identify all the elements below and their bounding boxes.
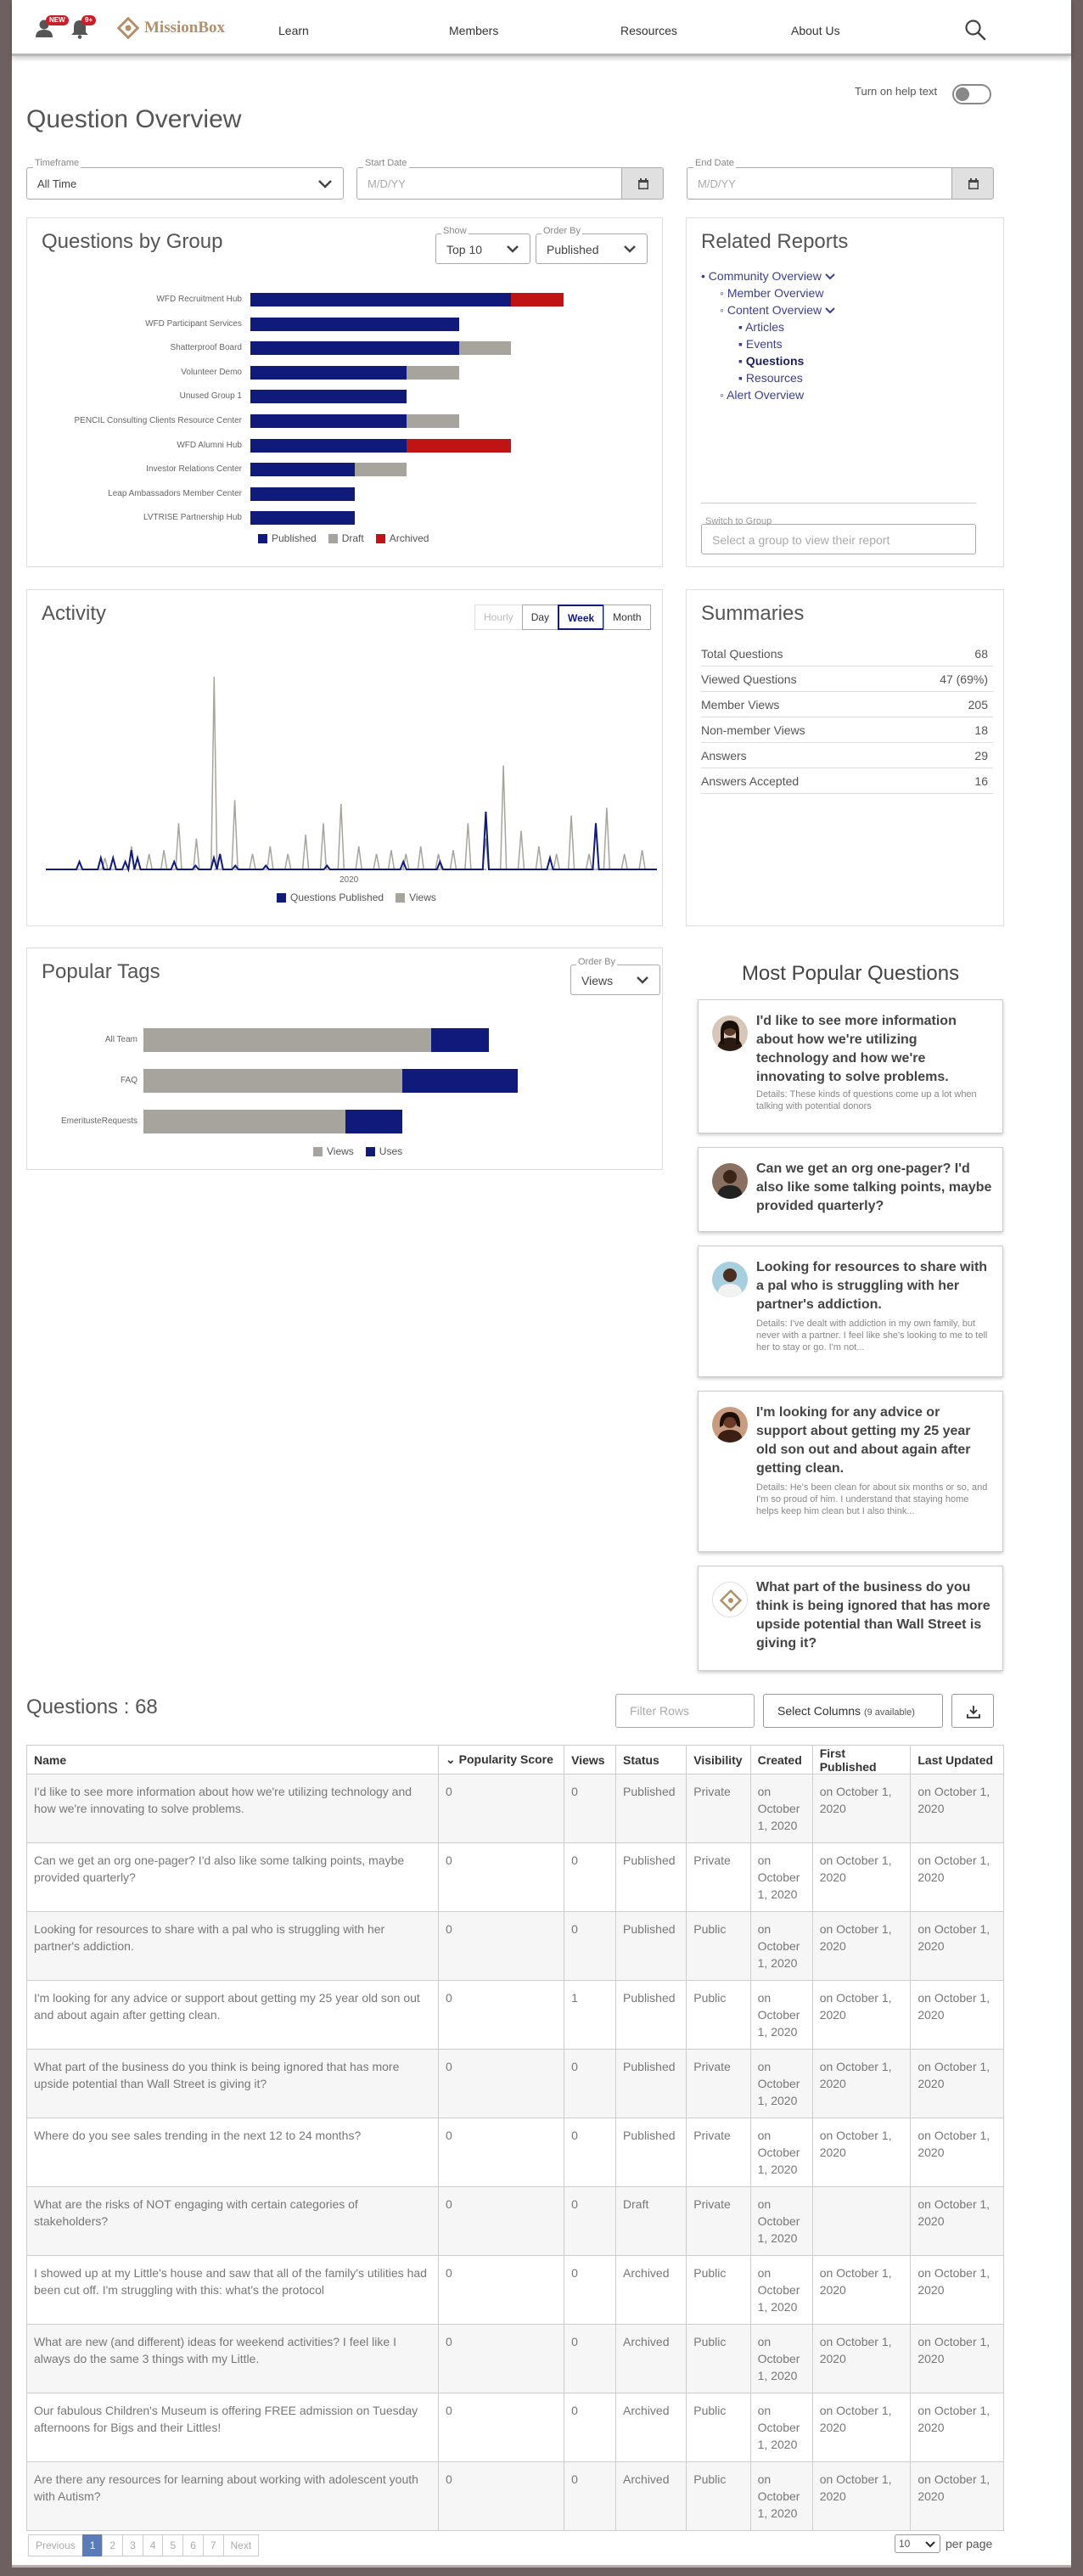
table-cell: on October 1, 2020 <box>750 1843 812 1912</box>
column-header[interactable] <box>687 1746 750 1775</box>
report-alert-overview[interactable]: ◦ Alert Overview <box>720 388 805 402</box>
help-text-label: Turn on help text <box>855 85 938 98</box>
notification-count-badge: 9+ <box>81 15 96 25</box>
question-text: Looking for resources to share with a pal who is struggling with her partner's addiction. <box>756 1260 988 1312</box>
bar-uses <box>345 1110 403 1133</box>
tags-order-by-value: Views <box>581 974 614 987</box>
bar-category-label: WFD Alumni Hub <box>177 440 242 450</box>
pagination-page[interactable]: 4 <box>143 2534 164 2556</box>
legend-draft: Draft <box>328 532 364 544</box>
table-body <box>27 1775 1004 2531</box>
bar-published <box>250 511 355 525</box>
table-cell: 0 <box>439 2256 564 2325</box>
bar-category-label: WFD Recruitment Hub <box>156 295 242 304</box>
bar-uses <box>431 1028 489 1052</box>
per-page-label: per page <box>946 2537 993 2551</box>
table-cell: Private <box>687 2050 750 2118</box>
table-cell: 0 <box>439 1912 564 1981</box>
summary-row <box>701 692 993 717</box>
bar-category-label: WFD Participant Services <box>145 318 242 329</box>
tag-label: EmeritusteRequests <box>60 1116 137 1126</box>
table-cell: Archived <box>616 2325 687 2393</box>
start-date-input[interactable]: M/D/YY <box>356 167 623 200</box>
table-cell: on October 1, 2020 <box>812 2393 911 2462</box>
table-row[interactable] <box>27 2050 1004 2118</box>
pagination-page[interactable]: 6 <box>182 2534 204 2556</box>
table-cell: 0 <box>439 1981 564 2050</box>
summary-row <box>701 641 993 666</box>
table-row[interactable] <box>27 2393 1004 2462</box>
summary-label: Answers <box>701 749 747 762</box>
table-cell: 0 <box>564 1843 616 1912</box>
table-cell: 0 <box>564 2187 616 2256</box>
table-cell: Looking for resources to share with a pal who is struggling with her partner's addiction. <box>27 1912 439 1981</box>
table-row[interactable] <box>27 1775 1004 1843</box>
report-member-overview[interactable]: ◦ Member Overview <box>720 286 824 300</box>
chevron-down-icon <box>825 307 835 314</box>
bar-views <box>143 1110 345 1133</box>
table-cell: 0 <box>564 2118 616 2187</box>
column-header[interactable] <box>27 1746 439 1775</box>
table-cell: on October 1, 2020 <box>750 2118 812 2187</box>
popular-question-card[interactable] <box>698 1391 1003 1552</box>
table-cell: on October 1, 2020 <box>750 2462 812 2531</box>
table-cell: Can we get an org one-pager? I'd also like some talking points, maybe provided quarterly? <box>27 1843 439 1912</box>
column-header-label: Popularity Score <box>458 1752 553 1766</box>
question-text: I'm looking for any advice or support about getting my 25 year old son out and about again after getting clean. <box>756 1405 971 1476</box>
summaries-panel <box>686 589 1004 926</box>
help-text-toggle[interactable] <box>952 84 991 104</box>
questions-table <box>26 1745 1004 2531</box>
table-cell: Published <box>616 2118 687 2187</box>
table-cell: 1 <box>564 1981 616 2050</box>
summary-label: Member Views <box>701 698 780 711</box>
table-cell: Published <box>616 1981 687 2050</box>
popular-question-card[interactable] <box>698 1566 1003 1671</box>
table-cell: on October 1, 2020 <box>750 2325 812 2393</box>
bar-published <box>250 463 355 476</box>
table-cell: Public <box>687 2325 750 2393</box>
bar-category-label: PENCIL Consulting Clients Resource Center <box>74 416 242 425</box>
filter-rows-input[interactable]: Filter Rows <box>615 1694 755 1728</box>
bar-draft <box>407 366 458 380</box>
question-text: I'd like to see more information about how we're utilizing technology and how we're innovating to solve problems. <box>756 1014 957 1084</box>
bar-draft <box>355 463 407 476</box>
avatar <box>712 1015 748 1051</box>
calendar-icon <box>638 178 648 189</box>
table-cell: Public <box>687 2393 750 2462</box>
question-details: Details: I've dealt with addiction in my own family, but never with a partner. I feel like she's looking to me to tell her to stay or go. I'm not... <box>756 1319 988 1353</box>
range-day[interactable]: Day <box>522 605 558 630</box>
pagination-page[interactable]: 7 <box>203 2534 224 2556</box>
table-cell: on October 1, 2020 <box>911 1912 1004 1981</box>
select-columns-button[interactable] <box>763 1694 943 1728</box>
table-cell: on October 1, 2020 <box>911 2462 1004 2531</box>
avatar <box>712 1582 748 1617</box>
column-header-label: Last Updated <box>917 1752 994 1767</box>
bar-category-label: Investor Relations Center <box>146 464 242 475</box>
legend-views: Views <box>396 891 436 903</box>
legend-published: Published <box>258 532 317 544</box>
show-value: Top 10 <box>446 243 483 256</box>
table-cell: Archived <box>616 2393 687 2462</box>
bar-draft <box>459 341 511 355</box>
summary-value: 16 <box>974 774 988 788</box>
table-cell: Published <box>616 1775 687 1843</box>
timeframe-value: All Time <box>37 177 77 190</box>
table-cell: on October 1, 2020 <box>812 2325 911 2393</box>
pagination-next[interactable]: Next <box>223 2534 260 2556</box>
chevron-down-icon <box>506 245 519 254</box>
bar-archived <box>511 293 563 307</box>
legend-questions-published: Questions Published <box>277 891 384 903</box>
table-cell: on October 1, 2020 <box>750 2393 812 2462</box>
column-header-label: Name <box>34 1752 67 1767</box>
table-cell: Private <box>687 2118 750 2187</box>
panel-title: Popular Tags <box>42 960 160 983</box>
table-cell: on October 1, 2020 <box>911 2050 1004 2118</box>
bar-draft <box>407 414 458 428</box>
summary-row <box>701 717 993 743</box>
column-header-label: Views <box>571 1752 605 1767</box>
related-reports-panel <box>686 217 1004 567</box>
report-resources[interactable]: ▪ Resources <box>738 371 803 385</box>
search-icon[interactable] <box>964 19 986 41</box>
summary-value: 205 <box>968 698 988 711</box>
bar-published <box>250 341 459 355</box>
table-cell: Published <box>616 2050 687 2118</box>
summary-label: Answers Accepted <box>701 774 800 788</box>
new-badge: NEW <box>46 15 69 25</box>
summary-value: 68 <box>974 647 988 661</box>
table-cell: Public <box>687 1912 750 1981</box>
pagination-page[interactable]: 5 <box>162 2534 183 2556</box>
summary-label: Viewed Questions <box>701 672 797 686</box>
timeframe-label: Timeframe <box>35 158 80 168</box>
column-header[interactable] <box>564 1746 616 1775</box>
select-columns-label: Select Columns <box>777 1704 861 1718</box>
page-title: Question Overview <box>26 105 242 133</box>
switch-group-label: Switch to Group <box>705 516 772 526</box>
bar-category-label: Shatterproof Board <box>170 343 242 353</box>
column-header-label: Created <box>757 1752 802 1767</box>
bar-published <box>250 366 407 380</box>
legend-archived: Archived <box>376 532 429 544</box>
table-cell: 0 <box>439 2462 564 2531</box>
popular-question-card[interactable] <box>698 1246 1003 1377</box>
order-by-select[interactable] <box>536 233 648 264</box>
report-content-overview[interactable]: ◦ Content Overview <box>701 301 835 318</box>
table-cell: Our fabulous Children's Museum is offering FREE admission on Tuesday afternoons for Bigs and their Littles! <box>27 2393 439 2462</box>
summary-value: 29 <box>974 749 988 762</box>
column-header[interactable] <box>616 1746 687 1775</box>
table-row[interactable] <box>27 2118 1004 2187</box>
activity-chart-legend <box>277 891 436 903</box>
table-cell: Are there any resources for learning about working with adolescent youth with Autism? <box>27 2462 439 2531</box>
end-date-label: End Date <box>695 158 734 168</box>
logo-text: MissionBox <box>144 19 226 37</box>
columns-available-count: (9 available) <box>863 1707 915 1718</box>
table-cell: on October 1, 2020 <box>812 1843 911 1912</box>
table-cell: 0 <box>439 2325 564 2393</box>
table-cell: on October 1, 2020 <box>911 2187 1004 2256</box>
table-cell: on October 1, 2020 <box>911 2325 1004 2393</box>
end-date-input[interactable]: M/D/YY <box>687 167 953 200</box>
table-cell: 0 <box>564 2256 616 2325</box>
bell-icon[interactable] <box>71 16 93 39</box>
panel-title: Related Reports <box>701 230 849 253</box>
per-page-select[interactable] <box>895 2534 940 2553</box>
table-row[interactable] <box>27 2256 1004 2325</box>
table-cell: 0 <box>439 1775 564 1843</box>
user-icon[interactable] <box>36 16 65 39</box>
table-row[interactable] <box>27 1981 1004 2050</box>
logo-icon <box>117 17 139 39</box>
sort-desc-icon: ⌄ <box>446 1752 459 1766</box>
table-cell: on October 1, 2020 <box>812 1775 911 1843</box>
legend-uses: Uses <box>366 1145 402 1157</box>
popular-question-card[interactable] <box>698 999 1003 1133</box>
pagination-page[interactable]: 1 <box>82 2534 104 2556</box>
table-cell: on October 1, 2020 <box>911 1981 1004 2050</box>
table-cell: Draft <box>616 2187 687 2256</box>
download-button[interactable] <box>951 1694 994 1728</box>
report-community-overview[interactable]: • Community Overview <box>701 267 835 284</box>
pagination-previous[interactable]: Previous <box>28 2534 83 2556</box>
table-cell: Private <box>687 1775 750 1843</box>
bar-archived <box>407 439 511 453</box>
summary-label: Total Questions <box>701 647 783 661</box>
table-cell: 0 <box>439 2050 564 2118</box>
bar-published <box>250 439 407 453</box>
table-cell: on October 1, 2020 <box>911 1775 1004 1843</box>
questions-table-title: Questions : 68 <box>26 1696 158 1718</box>
panel-title: Summaries <box>701 602 805 625</box>
range-hourly[interactable]: Hourly <box>474 605 523 630</box>
table-cell: Public <box>687 2462 750 2531</box>
table-cell: on October 1, 2020 <box>750 2050 812 2118</box>
logo[interactable] <box>117 17 225 39</box>
table-cell: What are new (and different) ideas for weekend activities? I feel like I always do the same 3 things with my Little. <box>27 2325 439 2393</box>
table-cell: 0 <box>564 2462 616 2531</box>
group-chart-legend <box>258 532 429 544</box>
table-cell: Public <box>687 1981 750 2050</box>
table-row[interactable] <box>27 2187 1004 2256</box>
bar-published <box>250 318 459 331</box>
range-week[interactable]: Week <box>558 605 604 630</box>
table-cell: on October 1, 2020 <box>911 2118 1004 2187</box>
end-date-calendar-button[interactable] <box>951 167 994 200</box>
pagination-page[interactable]: 2 <box>102 2534 123 2556</box>
report-events[interactable]: ▪ Events <box>738 337 783 351</box>
activity-x-label: 2020 <box>339 875 359 885</box>
table-cell: 0 <box>564 1912 616 1981</box>
switch-group-input[interactable]: Select a group to view their report <box>701 524 976 554</box>
table-cell: on October 1, 2020 <box>750 1912 812 1981</box>
table-cell <box>812 2187 911 2256</box>
questions-by-group-panel <box>26 217 663 567</box>
report-articles[interactable]: ▪ Articles <box>738 320 784 334</box>
nav-learn[interactable]: Learn <box>278 24 309 37</box>
report-questions[interactable]: ▪ Questions <box>738 354 805 368</box>
avatar <box>712 1407 748 1443</box>
top-nav <box>12 0 1071 56</box>
tag-label: All Team <box>104 1035 137 1044</box>
tags-order-by-label: Order By <box>578 957 616 967</box>
table-cell: 0 <box>439 2187 564 2256</box>
popular-tags-panel <box>26 948 663 1170</box>
table-cell: on October 1, 2020 <box>750 2256 812 2325</box>
question-details: Details: He's been clean for about six months or so, and I'm so proud of him. I understand that staying home helps keep him clean but I also think... <box>756 1482 988 1516</box>
table-cell: on October 1, 2020 <box>911 2393 1004 2462</box>
summary-row <box>701 768 993 794</box>
column-header-label: Visibility <box>693 1752 743 1767</box>
show-label: Show <box>443 226 467 236</box>
chevron-down-icon <box>825 273 835 280</box>
summary-row <box>701 743 993 768</box>
column-header-label: First Published <box>819 1746 877 1774</box>
popular-question-card[interactable] <box>698 1147 1003 1232</box>
table-cell: on October 1, 2020 <box>812 2256 911 2325</box>
table-cell: I'm looking for any advice or support about getting my 25 year old son out and about again after getting clean. <box>27 1981 439 2050</box>
order-by-value: Published <box>547 243 599 256</box>
series-line-questions-published <box>46 812 657 869</box>
table-cell: on October 1, 2020 <box>812 2050 911 2118</box>
column-header-label: Status <box>623 1752 659 1767</box>
start-date-label: Start Date <box>365 158 407 168</box>
bar-category-label: Unused Group 1 <box>179 391 242 402</box>
nav-members[interactable]: Members <box>449 24 499 37</box>
download-icon <box>967 1705 980 1718</box>
question-details: Details: These kinds of questions come up a lot when talking with potential donors <box>756 1089 977 1111</box>
bar-category-label: Volunteer Demo <box>181 367 242 377</box>
table-cell: What part of the business do you think is being ignored that has more upside potential than Wall Street is giving it? <box>27 2050 439 2118</box>
panel-title: Activity <box>42 602 107 625</box>
table-cell: 0 <box>439 2118 564 2187</box>
table-cell: I showed up at my Little's house and saw that all of the family's utilities had been cut off. I'm struggling with this: what's the protocol <box>27 2256 439 2325</box>
table-cell: on October 1, 2020 <box>812 2462 911 2531</box>
chevron-down-icon <box>623 245 637 254</box>
avatar <box>712 1163 748 1199</box>
tag-label: FAQ <box>120 1076 137 1085</box>
bar-published <box>250 390 407 403</box>
tags-order-by-select[interactable] <box>570 965 660 995</box>
summary-label: Non-member Views <box>701 723 805 737</box>
timeframe-select[interactable] <box>26 167 344 200</box>
question-text: Can we get an org one-pager? I'd also like some talking points, maybe provided quarterly? <box>756 1161 992 1213</box>
table-cell: on October 1, 2020 <box>812 1981 911 2050</box>
nav-resources[interactable]: Resources <box>620 24 677 37</box>
related-reports-list <box>701 267 835 403</box>
table-cell: Archived <box>616 2256 687 2325</box>
series-line-views <box>46 677 657 869</box>
table-cell: Published <box>616 1843 687 1912</box>
table-cell: on October 1, 2020 <box>911 1843 1004 1912</box>
table-cell: 0 <box>439 2393 564 2462</box>
table-cell: on October 1, 2020 <box>911 2256 1004 2325</box>
table-cell: on October 1, 2020 <box>812 2118 911 2187</box>
table-row[interactable] <box>27 2325 1004 2393</box>
table-cell: on October 1, 2020 <box>750 1981 812 2050</box>
range-month[interactable]: Month <box>603 605 650 630</box>
panel-title: Questions by Group <box>42 230 223 253</box>
pagination <box>29 2534 259 2556</box>
column-header[interactable] <box>750 1746 812 1775</box>
per-page-control <box>895 2534 992 2553</box>
table-row[interactable] <box>27 2462 1004 2531</box>
table-header-row <box>27 1746 1004 1775</box>
bar-views <box>143 1028 431 1052</box>
activity-panel <box>26 589 663 926</box>
table-cell: 0 <box>439 1843 564 1912</box>
pagination-page[interactable]: 3 <box>122 2534 143 2556</box>
start-date-calendar-button[interactable] <box>621 167 664 200</box>
table-cell: Where do you see sales trending in the next 12 to 24 months? <box>27 2118 439 2187</box>
table-cell: I'd like to see more information about how we're utilizing technology and how we're innovating to solve problems. <box>27 1775 439 1843</box>
order-by-label: Order By <box>543 226 581 236</box>
column-header[interactable] <box>439 1746 564 1775</box>
question-text: What part of the business do you think is being ignored that has more upside potential than Wall Street is giving it? <box>756 1580 990 1651</box>
most-popular-questions-title: Most Popular Questions <box>741 962 960 985</box>
table-cell: Public <box>687 2256 750 2325</box>
calendar-icon <box>968 178 979 189</box>
per-page-value: 10 <box>899 2538 911 2550</box>
bar-category-label: Leap Ambassadors Member Center <box>108 488 242 498</box>
summary-value: 18 <box>974 723 988 737</box>
chevron-down-icon <box>636 976 649 985</box>
table-row[interactable] <box>27 1843 1004 1912</box>
avatar <box>712 1262 748 1297</box>
bar-views <box>143 1069 402 1093</box>
column-header[interactable] <box>812 1746 911 1775</box>
table-cell: Published <box>616 1912 687 1981</box>
table-row[interactable] <box>27 1912 1004 1981</box>
bar-category-label: LVTRISE Partnership Hub <box>143 513 242 523</box>
summary-row <box>701 666 993 692</box>
chevron-down-icon <box>924 2540 936 2548</box>
table-cell: on October 1, 2020 <box>812 1912 911 1981</box>
nav-about-us[interactable]: About Us <box>791 24 840 37</box>
table-cell: Private <box>687 2187 750 2256</box>
table-cell: 0 <box>564 2050 616 2118</box>
table-cell: 0 <box>564 1775 616 1843</box>
chevron-down-icon <box>317 179 333 189</box>
legend-views: Views <box>313 1145 354 1157</box>
bar-published <box>250 487 355 501</box>
column-header[interactable] <box>911 1746 1004 1775</box>
table-cell: 0 <box>564 2393 616 2462</box>
table-cell: What are the risks of NOT engaging with certain categories of stakeholders? <box>27 2187 439 2256</box>
show-select[interactable] <box>435 233 530 264</box>
bar-published <box>250 293 511 307</box>
table-cell: on October 1, 2020 <box>750 1775 812 1843</box>
table-cell: Archived <box>616 2462 687 2531</box>
summary-value: 47 (69%) <box>940 672 988 686</box>
page <box>12 0 1071 2568</box>
bar-published <box>250 414 407 428</box>
tags-chart-legend <box>313 1145 402 1157</box>
table-cell: 0 <box>564 2325 616 2393</box>
bar-uses <box>402 1069 518 1093</box>
table-cell: Private <box>687 1843 750 1912</box>
table-cell: on October 1, 2020 <box>750 2187 812 2256</box>
